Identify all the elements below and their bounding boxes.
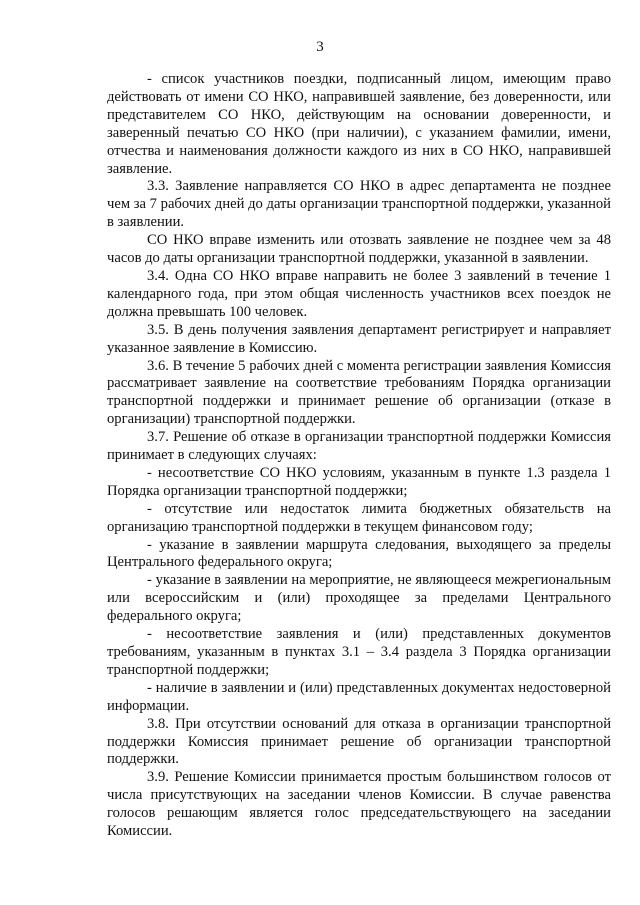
paragraph-3-7: 3.7. Решение об отказе в организации транспортной поддержки Комиссия принимает в следующих случаях:: [107, 429, 611, 464]
paragraph-3-4: 3.4. Одна СО НКО вправе направить не более 3 заявлений в течение 1 календарного года, при этом общая численность участников всех поездок не должна превышать 100 человек.: [107, 267, 611, 320]
refusal-reason-item: - несоответствие заявления и (или) представленных документов требованиям, указанным в пунктах 3.1 – 3.4 раздела 3 Порядка организации транспортной поддержки;: [107, 626, 611, 678]
page-number: 3: [316, 39, 324, 55]
paragraph-3-6: 3.6. В течение 5 рабочих дней с момента регистрации заявления Комиссия рассматривает заявление на соответствие требованиям Порядка организации транспортной поддержки и принимает решение об организации (отказе в организации) транспортной поддержки.: [107, 357, 611, 428]
paragraph-3-9: 3.9. Решение Комиссии принимается простым большинством голосов от числа присутствующих на заседании членов Комиссии. В случае равенства голосов решающим является голос председательствующего на заседании Комиссии.: [107, 769, 611, 840]
paragraph-change-withdraw: СО НКО вправе изменить или отозвать заявление не позднее чем за 48 часов до даты организации транспортной поддержки, указанной в заявлении.: [107, 232, 611, 267]
paragraph-3-3: 3.3. Заявление направляется СО НКО в адрес департамента не позднее чем за 7 рабочих дней до даты организации транспортной поддержки, указанной в заявлении.: [107, 178, 611, 231]
refusal-reason-item: - указание в заявлении на мероприятие, не являющееся межрегиональным или всероссийским и (или) проходящее за пределами Центрального федерального округа;: [107, 572, 611, 625]
refusal-reason-item: - указание в заявлении маршрута следования, выходящего за пределы Центрального федерального округа;: [107, 536, 611, 571]
paragraph-3-8: 3.8. При отсутствии оснований для отказа в организации транспортной поддержки Комиссия принимает решение об организации транспортной поддержки.: [107, 715, 611, 768]
paragraph-3-5: 3.5. В день получения заявления департамент регистрирует и направляет указанное заявление в Комиссию.: [107, 321, 611, 356]
refusal-reason-item: - несоответствие СО НКО условиям, указанным в пункте 1.3 раздела 1 Порядка организации транспортной поддержки;: [107, 464, 611, 499]
refusal-reason-item: - наличие в заявлении и (или) представленных документах недостоверной информации.: [107, 679, 611, 714]
paragraph-participant-list: - список участников поездки, подписанный лицом, имеющим право действовать от имени СО НКО, направившей заявление, без доверенности, или представителем СО НКО, действующим на основании доверенности, и заверенный печатью СО НКО (при наличии), с указанием фамилии, имени, отчества и наименования должности каждого из них в СО НКО, направившей заявление.: [107, 71, 611, 177]
document-body: [107, 71, 611, 841]
refusal-reason-item: - отсутствие или недостаток лимита бюджетных обязательств на организацию транспортной поддержки в текущем финансовом году;: [107, 500, 611, 535]
